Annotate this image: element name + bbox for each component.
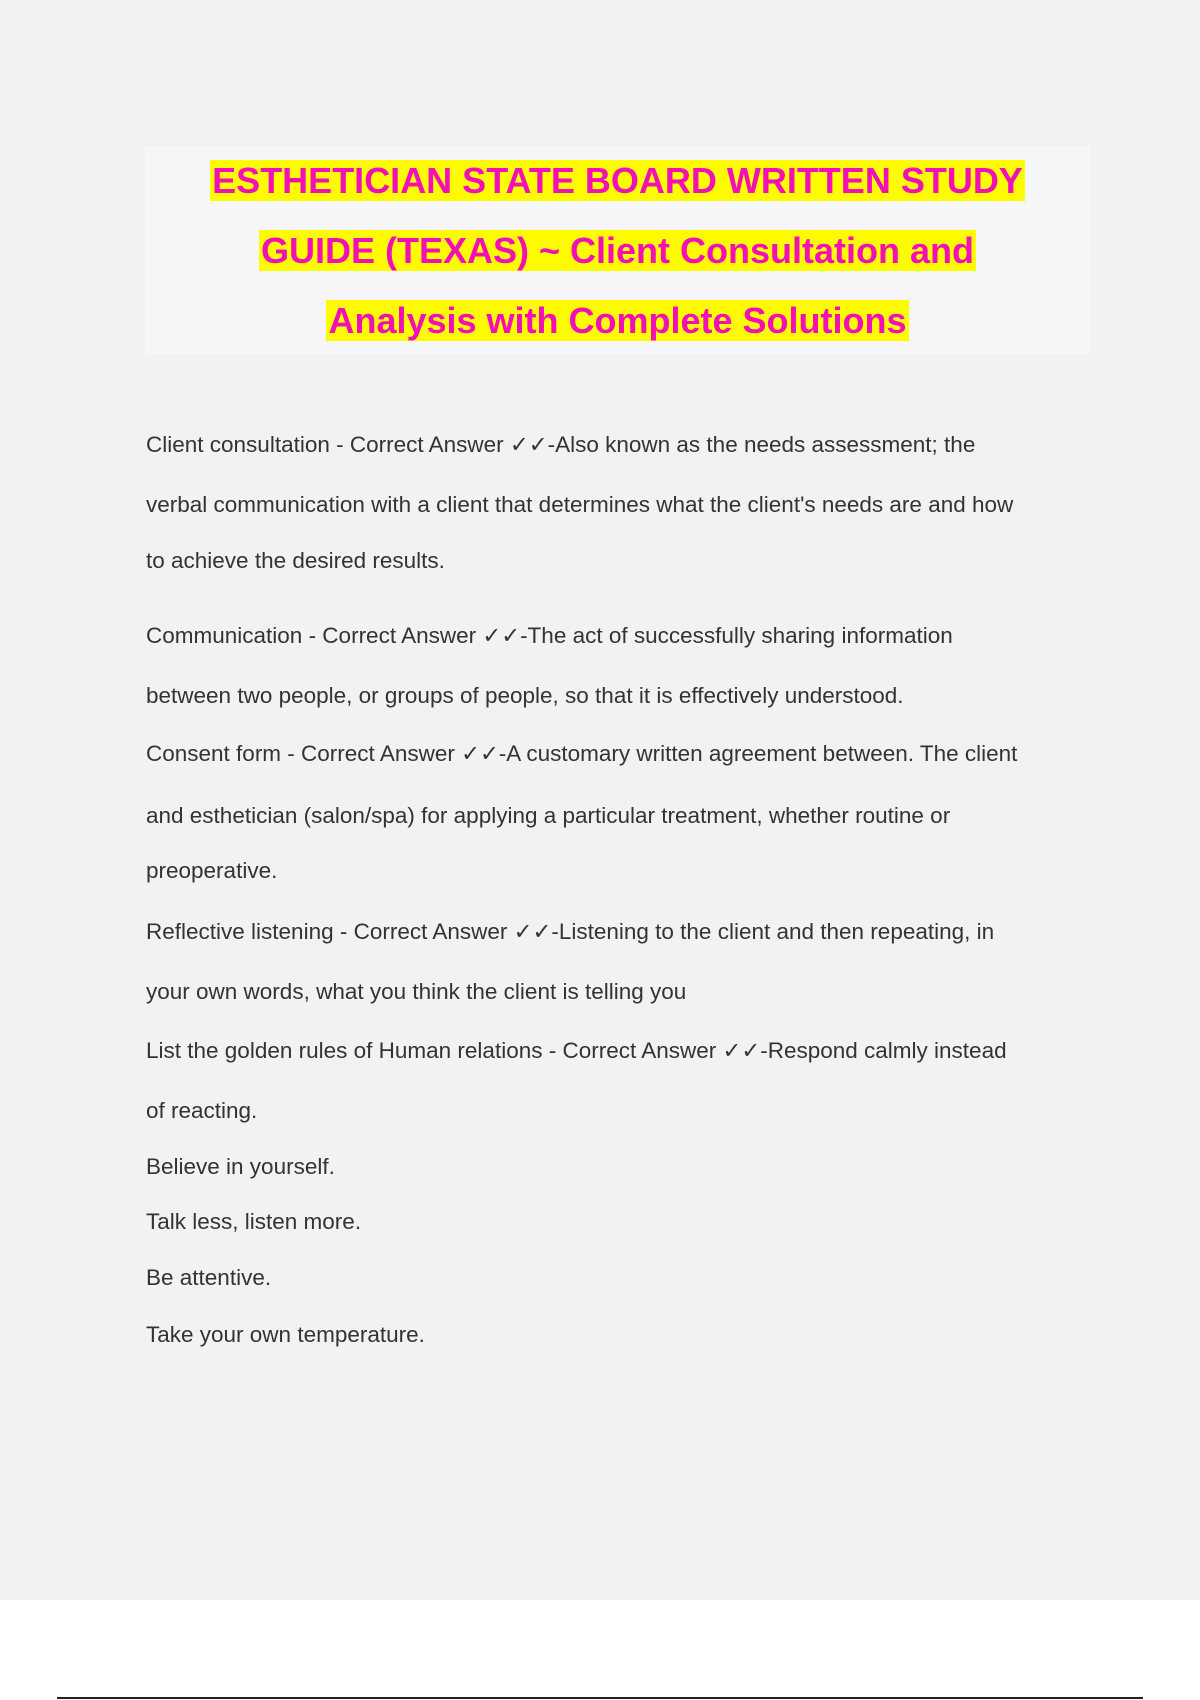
- body-line: Take your own temperature.: [146, 1322, 425, 1347]
- title-line: ESTHETICIAN STATE BOARD WRITTEN STUDY: [212, 160, 1023, 201]
- body-line: your own words, what you think the client is telling you: [146, 979, 687, 1004]
- body-line: Be attentive.: [146, 1265, 272, 1290]
- body-line: Communication - Correct Answer ✓✓-The act of successfully sharing information: [146, 623, 953, 648]
- body-line: verbal communication with a client that determines what the client's needs are and how: [146, 492, 1014, 517]
- body-line: List the golden rules of Human relations - Correct Answer ✓✓-Respond calmly instead: [146, 1038, 1007, 1063]
- body-line: Reflective listening - Correct Answer ✓✓-Listening to the client and then repeating, in: [146, 919, 995, 944]
- body-line: Consent form - Correct Answer ✓✓-A customary written agreement between. The client: [146, 741, 1018, 766]
- body-line: Believe in yourself.: [146, 1154, 335, 1179]
- title-line: GUIDE (TEXAS) ~ Client Consultation and: [260, 230, 975, 271]
- body-line: and esthetician (salon/spa) for applying a particular treatment, whether routine or: [146, 803, 951, 828]
- body-line: of reacting.: [146, 1098, 258, 1123]
- body-line: Client consultation - Correct Answer ✓✓-Also known as the needs assessment; the: [146, 432, 976, 457]
- body-line: preoperative.: [146, 858, 278, 883]
- document-title: [145, 146, 1090, 354]
- footer-divider: [57, 1697, 1143, 1699]
- body-line: between two people, or groups of people, so that it is effectively understood.: [146, 683, 904, 708]
- body-line: to achieve the desired results.: [146, 548, 445, 573]
- title-line: Analysis with Complete Solutions: [328, 300, 907, 341]
- body-line: Talk less, listen more.: [146, 1209, 362, 1234]
